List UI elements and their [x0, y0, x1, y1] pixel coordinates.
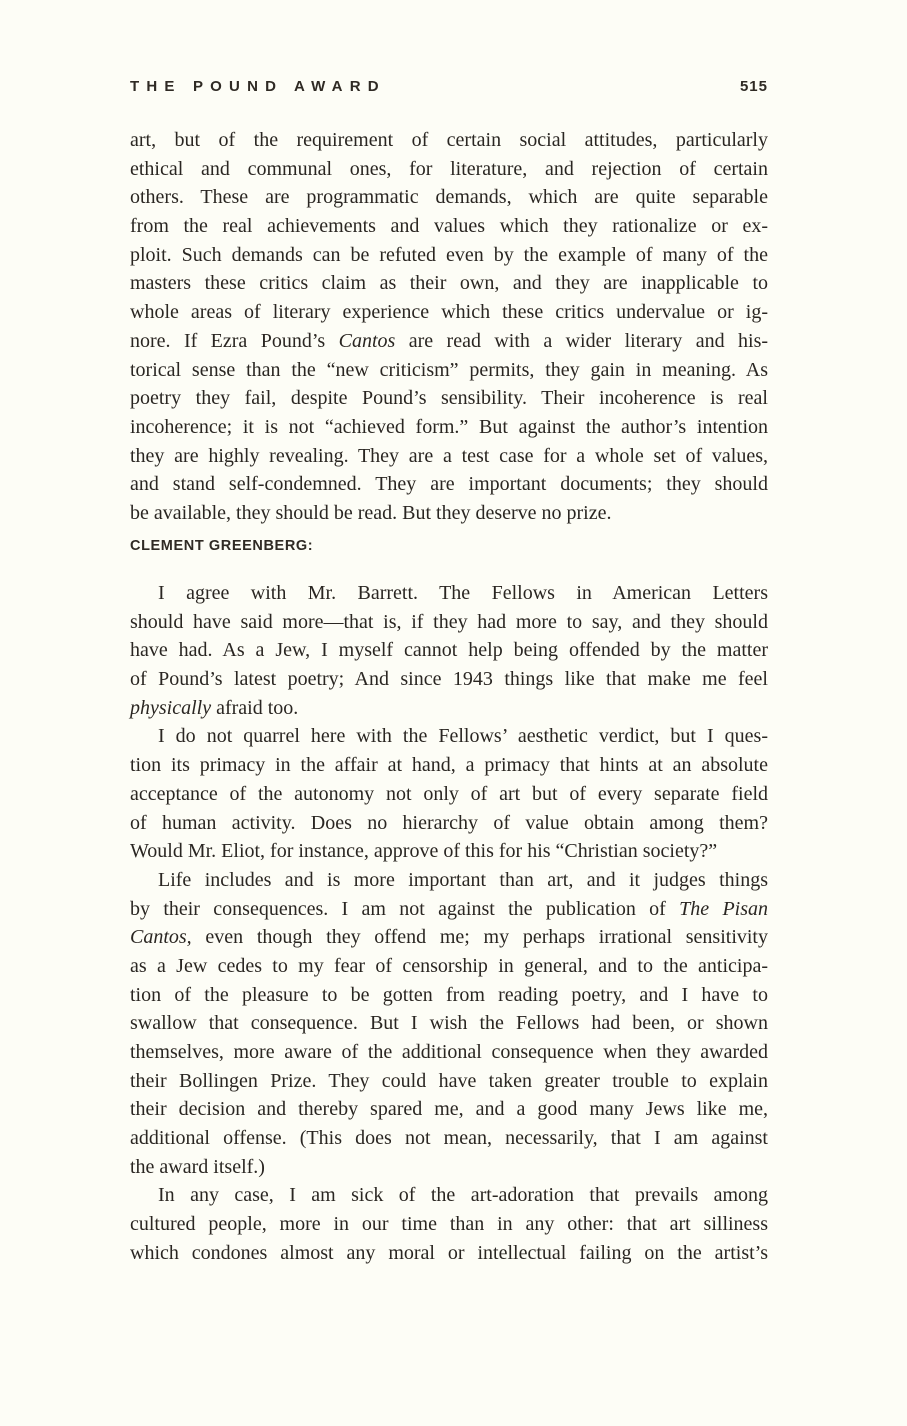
text-line	[130, 499, 768, 528]
text-segment: be available, they should be read. But they deserve no prize.	[130, 501, 612, 524]
text-segment: themselves, more aware of the additional consequence when they awarded	[130, 1041, 768, 1063]
text-line	[130, 1009, 768, 1038]
text-segment: their Bollingen Prize. They could have taken greater trouble to explain	[130, 1069, 768, 1092]
text-line	[130, 1210, 768, 1239]
text-segment: and stand self-condemned. They are important documents; they should	[130, 473, 768, 496]
text-line	[130, 722, 768, 751]
text-line	[130, 665, 768, 694]
text-line	[130, 470, 768, 499]
text-segment: ethical and communal ones, for literature, and rejection of certain	[130, 157, 768, 180]
text-segment: poetry they fail, despite Pound’s sensibility. Their incoherence is real	[130, 387, 768, 410]
text-line	[130, 636, 768, 665]
text-segment: cultured people, more in our time than in any other: that art silliness	[130, 1213, 768, 1236]
text-line	[130, 837, 768, 866]
text-line	[130, 1124, 768, 1153]
text-line	[130, 241, 768, 270]
text-line	[130, 126, 768, 155]
italic-text: Cantos	[338, 329, 396, 352]
text-segment: Would Mr. Eliot, for instance, approve of this for his “Christian society?”	[130, 840, 718, 863]
text-segment: I do not quarrel here with the Fellows’ aesthetic verdict, but I ques-	[158, 725, 768, 748]
text-segment: masters these critics claim as their own, and they are inapplicable to	[130, 272, 768, 295]
text-segment: torical sense than the “new criticism” permits, they gain in meaning. As	[130, 358, 768, 381]
text-line	[130, 327, 768, 356]
text-segment: they are highly revealing. They are a test case for a whole set of values,	[130, 444, 768, 467]
text-line	[130, 155, 768, 184]
text-segment: nore. If Ezra Pound’s	[130, 329, 339, 352]
text-segment: by their consequences. I am not against the publication of	[130, 897, 680, 920]
paragraph	[130, 722, 768, 865]
text-segment: from the real achievements and values which they rationalize or ex-	[130, 215, 768, 238]
text-segment: tion its primacy in the affair at hand, a primacy that hints at an absolute	[130, 754, 768, 777]
text-line	[130, 1067, 768, 1096]
text-segment: additional offense. (This does not mean, necessarily, that I am against	[130, 1127, 768, 1150]
text-line	[130, 356, 768, 385]
text-segment: afraid too.	[211, 696, 299, 719]
text-line	[130, 952, 768, 981]
text-line	[130, 442, 768, 471]
text-line	[130, 895, 768, 924]
text-segment: even though they offend me; my perhaps irrational sensitivity	[191, 926, 768, 949]
paragraph	[130, 126, 768, 528]
text-segment: acceptance of the autonomy not only of art but of every separate field	[130, 782, 768, 805]
text-segment: which condones almost any moral or intellectual failing on the artist’s	[130, 1241, 768, 1264]
italic-text: Cantos,	[130, 926, 192, 949]
text-line	[130, 183, 768, 212]
text-line	[130, 608, 768, 637]
text-line	[130, 579, 768, 608]
text-line	[130, 1181, 768, 1210]
body-text-continued	[130, 126, 768, 528]
text-segment: have had. As a Jew, I myself cannot help being offended by the matter	[130, 639, 768, 662]
paragraph	[130, 1181, 768, 1267]
text-line	[130, 1038, 768, 1067]
text-line	[130, 981, 768, 1010]
italic-text: The Pisan	[679, 897, 768, 920]
text-segment: I agree with Mr. Barrett. The Fellows in American Letters	[158, 582, 768, 604]
text-line	[130, 866, 768, 895]
text-line	[130, 1095, 768, 1124]
text-line	[130, 751, 768, 780]
text-line	[130, 809, 768, 838]
running-header	[130, 78, 768, 100]
italic-text: physically	[130, 696, 212, 719]
text-segment: the award itself.)	[130, 1155, 265, 1178]
page-number: 515	[739, 78, 768, 95]
text-segment: In any case, I am sick of the art-adoration that prevails among	[158, 1184, 768, 1207]
text-segment: incoherence; it is not “achieved form.” But against the author’s intention	[130, 415, 768, 438]
text-segment: swallow that consequence. But I wish the Fellows had been, or shown	[130, 1012, 768, 1035]
text-line	[130, 1239, 768, 1268]
text-line	[130, 694, 768, 723]
running-title: THE POUND AWARD	[130, 78, 386, 95]
text-segment: ploit. Such demands can be refuted even by the example of many of the	[130, 243, 768, 266]
greenberg-statement	[130, 579, 768, 1268]
text-line	[130, 269, 768, 298]
text-line	[130, 923, 768, 952]
text-line	[130, 780, 768, 809]
paragraph	[130, 866, 768, 1182]
text-segment: their decision and thereby spared me, and a good many Jews like me,	[130, 1098, 768, 1121]
text-line	[130, 1153, 768, 1182]
text-line	[130, 413, 768, 442]
contributor-heading: CLEMENT GREENBERG:	[130, 538, 314, 554]
text-line	[130, 384, 768, 413]
text-segment: others. These are programmatic demands, which are quite separable	[130, 186, 768, 209]
text-segment: of human activity. Does no hierarchy of value obtain among them?	[130, 811, 768, 834]
text-line	[130, 212, 768, 241]
text-segment: art, but of the requirement of certain social attitudes, particularly	[130, 129, 768, 151]
text-segment: tion of the pleasure to be gotten from reading poetry, and I have to	[130, 983, 768, 1006]
text-line	[130, 298, 768, 327]
text-segment: Life includes and is more important than art, and it judges things	[158, 868, 768, 891]
text-segment: whole areas of literary experience which these critics undervalue or ig-	[130, 301, 768, 324]
text-segment: as a Jew cedes to my fear of censorship in general, and to the anticipa-	[130, 954, 768, 977]
text-segment: should have said more—that is, if they had more to say, and they should	[130, 610, 768, 633]
text-segment: of Pound’s latest poetry; And since 1943 things like that make me feel	[130, 668, 768, 691]
paragraph	[130, 579, 768, 722]
text-segment: are read with a wider literary and his-	[395, 329, 769, 352]
